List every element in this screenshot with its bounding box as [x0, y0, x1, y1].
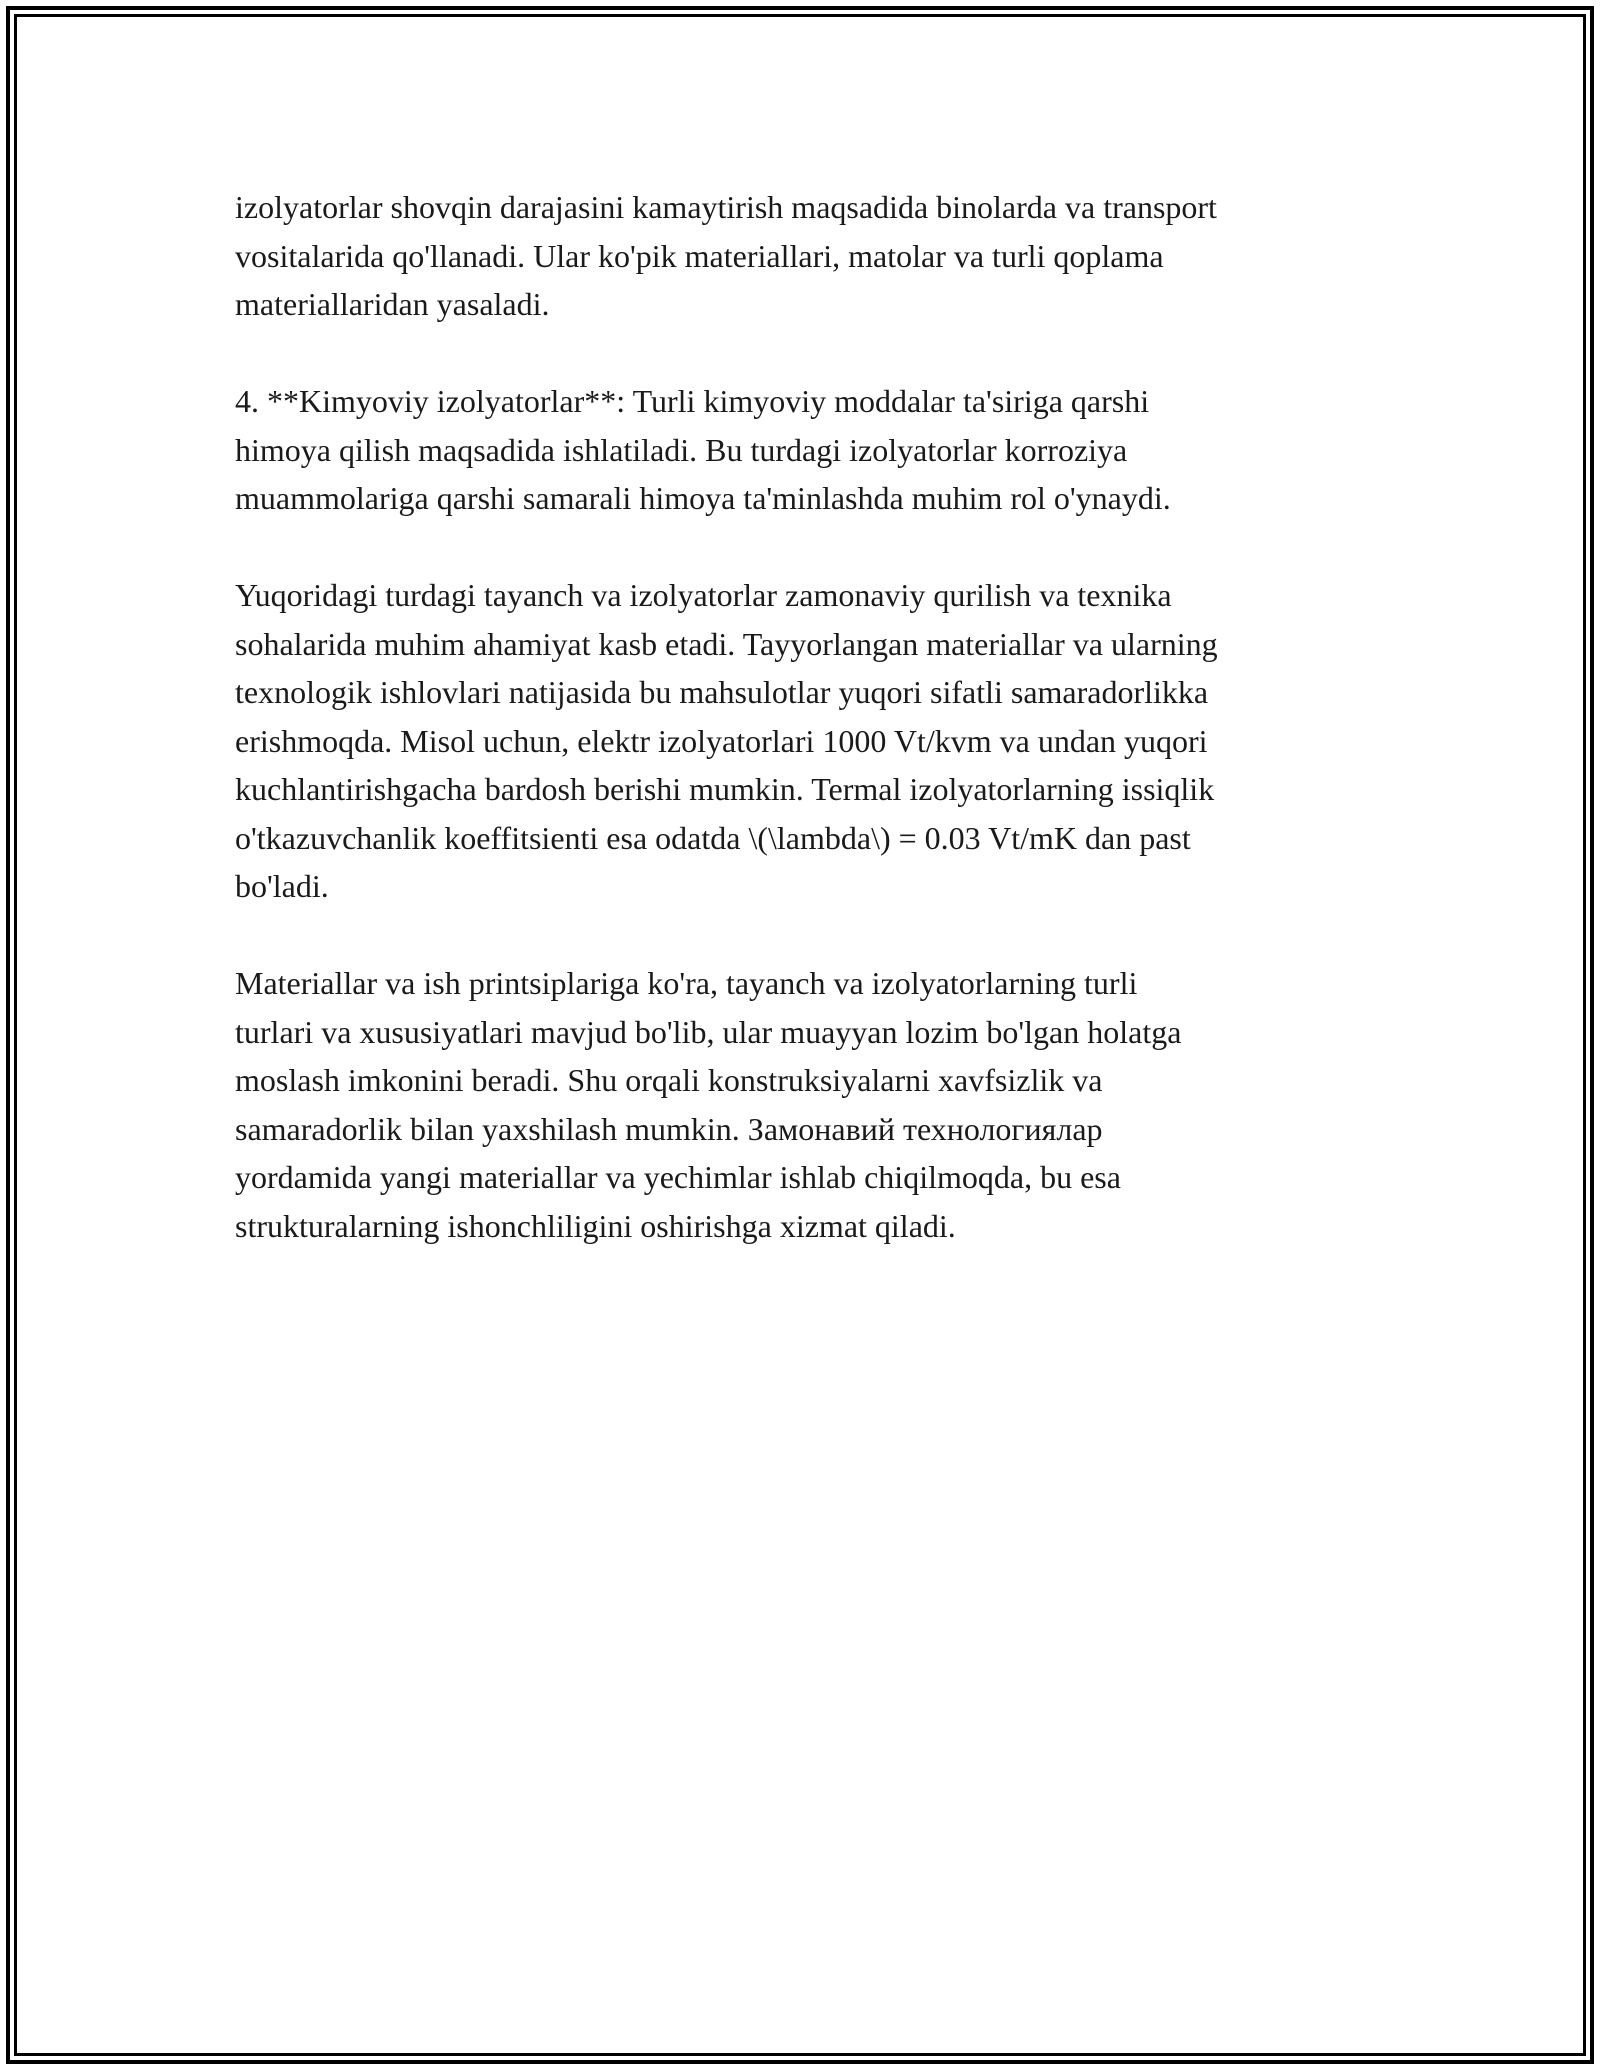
text-line: moslash imkonini beradi. Shu orqali konstruksiyalarni xavfsizlik va — [235, 1062, 1103, 1098]
text-line: texnologik ishlovlari natijasida bu mahsulotlar yuqori sifatli samaradorlikka — [235, 674, 1209, 710]
document-body — [235, 183, 1375, 1299]
text-line: muammolariga qarshi samarali himoya ta'minlashda muhim rol o'ynaydi. — [235, 480, 1171, 516]
text-line: bo'ladi. — [235, 868, 329, 904]
text-line: erishmoqda. Misol uchun, elektr izolyatorlari 1000 Vt/kvm va undan yuqori — [235, 722, 1208, 759]
text-line: materiallaridan yasaladi. — [235, 286, 550, 322]
text-line: vositalarida qo'llanadi. Ular ko'pik materiallari, matolar va turli qoplama — [235, 237, 1164, 274]
text-line: samaradorlik bilan yaxshilash mumkin. Замонавий технологиялар — [235, 1110, 1103, 1147]
text-line: Yuqoridagi turdagi tayanch va izolyatorlar zamonaviy qurilish va texnika — [235, 577, 1172, 613]
text-line: Materiallar va ish printsiplariga ko'ra, tayanch va izolyatorlarning turli — [235, 965, 1138, 1001]
text-line: strukturalarning ishonchliligini oshirishga xizmat qiladi. — [235, 1207, 956, 1244]
text-line: 4. **Kimyoviy izolyatorlar**: Turli kimyoviy moddalar ta'siriga qarshi — [235, 383, 1150, 419]
text-line: turlari va xususiyatlari mavjud bo'lib, ular muayyan lozim bo'lgan holatga — [235, 1013, 1182, 1050]
paragraph-acoustic-insulators — [235, 183, 1375, 329]
paragraph-chemical-insulators — [235, 377, 1375, 523]
text-line: kuchlantirishgacha bardosh berishi mumkin. Termal izolyatorlarning issiqlik — [235, 771, 1215, 807]
text-line: o'tkazuvchanlik koeffitsienti esa odatda \(\lambda\) = 0.03 Vt/mK dan past — [235, 819, 1191, 856]
text-line: sohalarida muhim ahamiyat kasb etadi. Tayyorlangan materiallar va ularning — [235, 625, 1218, 662]
paragraph-conclusion — [235, 959, 1375, 1250]
paragraph-applications — [235, 571, 1375, 911]
text-line: himoya qilish maqsadida ishlatiladi. Bu turdagi izolyatorlar korroziya — [235, 431, 1128, 468]
text-line: izolyatorlar shovqin darajasini kamaytirish maqsadida binolarda va transport — [235, 189, 1217, 225]
text-line: yordamida yangi materiallar va yechimlar ishlab chiqilmoqda, bu esa — [235, 1159, 1121, 1195]
